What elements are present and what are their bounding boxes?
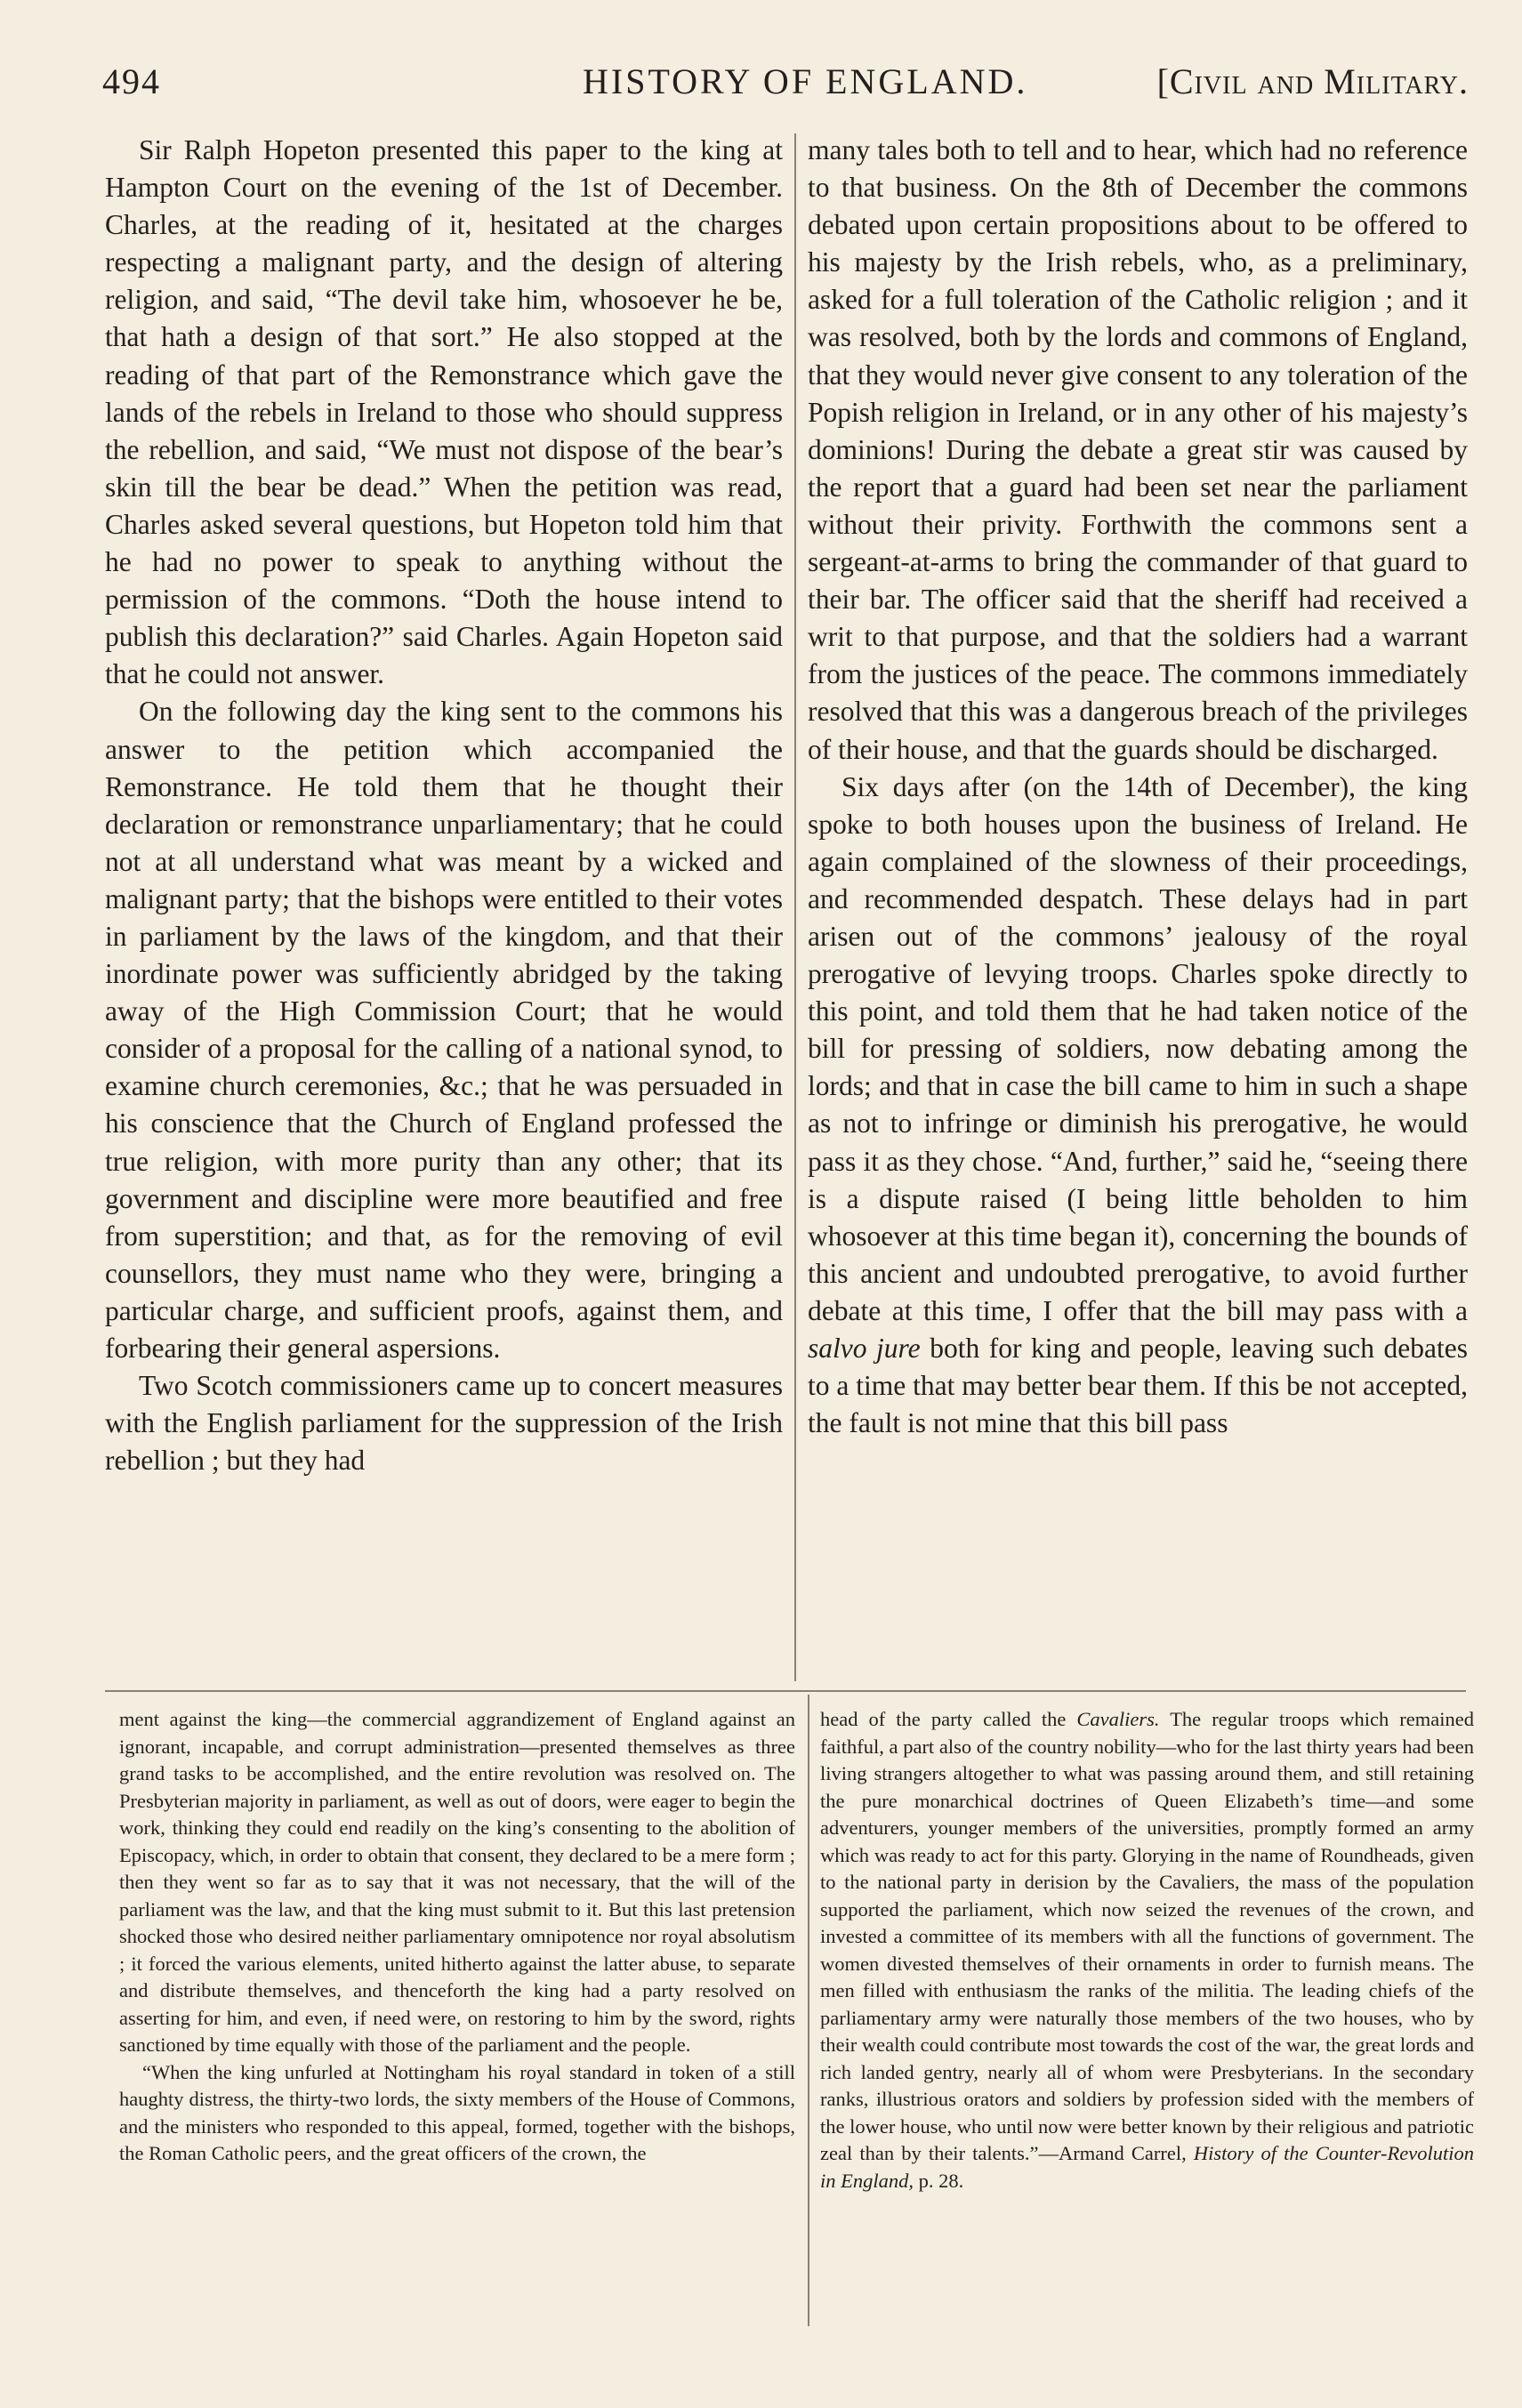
left-paragraph-1: Sir Ralph Hopeton presented this paper to the king at Hampton Court on the evening of the 1st of December. Charles, at the reading of it, hesitated at the charges respecting a malignant party, and the design of altering religion, and said, “The devil take him, whosoever he be, that hath a design of that sort.” He also stopped at the reading of that part of the Remonstrance which gave the lands of the rebels in Ireland to those who should suppress the rebellion, and said, “We must not dispose of the bear’s skin till the bear be dead.” When the petition was read, Charles asked several questions, but Hopeton told him that he had no power to speak to anything without the permission of the commons. “Doth the house intend to publish this declaration?” said Charles. Again Hopeton said that he could not answer.: [105, 134, 783, 690]
left-column: [105, 132, 783, 1479]
section-label: [Civil and Military.: [1156, 61, 1469, 101]
salvo-jure-phrase: salvo jure: [808, 1333, 921, 1364]
citation-title: History of the Counter-Revolution in England,: [820, 2142, 1474, 2192]
footnote-right-text-a: head of the party called the: [820, 1708, 1067, 1730]
right-paragraph-2-b: both for king and people, leaving such debates to a time that may better bear them. If this be not accepted, the fault is not mine that this bill pass: [808, 1333, 1469, 1439]
footnote-right-column: [820, 1706, 1474, 2195]
footnote-right-text-b: The regular troops which remained faithful, a part also of the country nobility—who for the last thirty years had been living strangers altogether to what was passing around them, and still retaining the pure monarchical doctrines of Queen Elizabeth’s time—and some adventurers, younger members of the universities, promptly formed an army which was ready to act for this party. Glorying in the name of Roundheads, given to the national party in derision by the Cavaliers, the mass of the population supported the parliament, which now seized the revenues of the crown, and invested a committee of its members with all the functions of government. The women divested themselves of their ornaments in order to furnish means. The men filled with enthusiasm the ranks of the militia. The leading chiefs of the parliamentary army were naturally those members of the two houses, who by their wealth could contribute most towards the cost of the war, the great lords and rich landed gentry, nearly all of whom were Presbyterians. In the secondary ranks, illustrious orators and soldiers by profession sided with the members of the lower house, who until now were better known by their religious and patriotic zeal than by their talents.”—Armand Carrel,: [820, 1708, 1475, 2164]
footnote-left-paragraph-2: “When the king unfurled at Nottingham his royal standard in token of a still haughty distress, the thirty-two lords, the sixty members of the House of Commons, and the ministers who responded to this appeal, formed, together with the bishops, the Roman Catholic peers, and the great officers of the crown, the: [119, 2060, 795, 2164]
left-paragraph-3: Two Scotch commissioners came up to concert measures with the English parliament for the suppression of the Irish rebellion ; but they had: [105, 1370, 783, 1477]
left-paragraph-2: On the following day the king sent to the commons his answer to the petition which accompanied the Remonstrance. He told them that he thought their declaration or remonstrance unparliamentary; that he could not at all understand what was meant by a wicked and malignant party; that the bishops were entitled to their votes in parliament by the laws of the kingdom, and that their inordinate power was sufficiently abridged by the taking away of the High Commission Court; that he would consider of a proposal for the calling of a national synod, to examine church ceremonies, &c.; that he was persuaded in his conscience that the Church of England professed the true religion, with more purity than any other; that its government and discipline were more beautified and free from superstition; and that, as for the removing of evil counsellors, they must name who they were, bringing a particular charge, and sufficient proofs, against them, and forbearing their general aspersions.: [105, 696, 783, 1364]
footnote-column-divider: [808, 1695, 809, 2326]
running-title: HISTORY OF ENGLAND.: [583, 61, 1028, 101]
column-divider: [794, 133, 796, 1681]
footnote-left-column: [119, 1706, 795, 2168]
footnote-right-paragraph: [820, 1706, 1474, 2195]
right-column: [808, 132, 1468, 1442]
right-paragraph-2-a: Six days after (on the 14th of December), the king spoke to both houses upon the business of Ireland. He again complained of the slowness of their proceedings, and recommended despatch. These delays had in part arisen out of the commons’ jealousy of the royal prerogative of levying troops. Charles spoke directly to this point, and told them that he had taken notice of the bill for pressing of soldiers, now debating among the lords; and that in case the bill came to him in such a shape as not to infringe or diminish his prerogative, he would pass it as they chose. “And, further,” said he, “seeing there is a dispute raised (I being little beholden to him whosoever at this time began it), concerning the bounds of this ancient and undoubted prerogative, to avoid further debate at this time, I offer that the bill may pass with a: [808, 770, 1468, 1326]
right-paragraph-1: many tales both to tell and to hear, which had no reference to that business. On the 8th of December the commons debated upon certain propositions about to be offered to his majesty by the Irish rebels, who, as a preliminary, asked for a full toleration of the Catholic religion ; and it was resolved, both by the lords and commons of England, that they would never give consent to any toleration of the Popish religion in Ireland, or in any other of his majesty’s dominions! During the debate a great stir was caused by the report that a guard had been set near the parliament without their privity. Forthwith the commons sent a sergeant-at-arms to bring the commander of that guard to their bar. The officer said that the sheriff had received a writ to that purpose, and that the soldiers had a warrant from the justices of the peace. The commons immediately resolved that this was a dangerous breach of the privileges of their house, and that the guards should be discharged.: [808, 134, 1468, 765]
footnote-left-paragraph-1: ment against the king—the commercial aggrandizement of England against an ignorant, incapable, and corrupt administration—presented themselves as three grand tasks to be accomplished, and the entire revolution was resolved on. The Presbyterian majority in parliament, as well as out of doors, were eager to begin the work, thinking they could end readily on the king’s consenting to the abolition of Episcopacy, which, in order to obtain that consent, they declared to be a mere form ; then they went so far as to say that it was not necessary, that the will of the parliament was the law, and that the king must submit to it. But this last pretension shocked those who desired neither parliamentary omnipotence nor royal absolutism ; it forced the various elements, united hitherto against the latter abuse, to separate and distribute themselves, and thenceforth the king had a party resolved on asserting for him, and even, if need were, on restoring to him by the sword, rights sanctioned by time equally with those of the parliament and the people.: [119, 1708, 795, 2056]
citation-page: p. 28.: [918, 2169, 964, 2192]
footnote-rule: [105, 1690, 1466, 1692]
right-paragraph-2: [808, 769, 1468, 1443]
running-head: [102, 60, 1469, 114]
page-number: 494: [102, 61, 161, 101]
cavaliers-term: Cavaliers.: [1076, 1708, 1160, 1730]
